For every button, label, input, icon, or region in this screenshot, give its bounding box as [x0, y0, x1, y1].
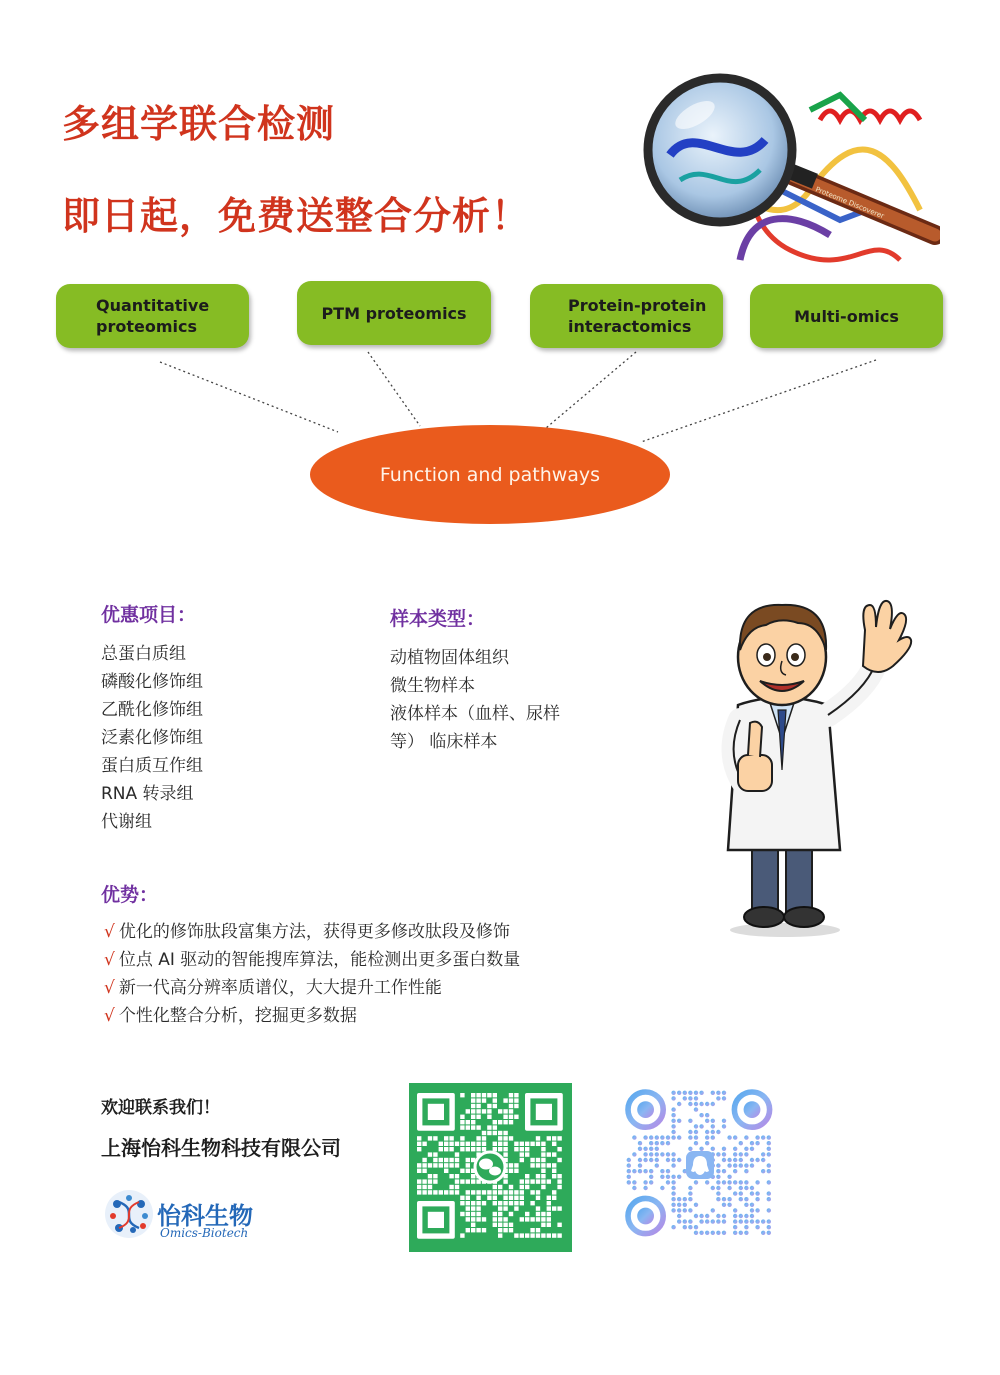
- category-3-line-1: Protein-protein: [568, 296, 707, 315]
- headline-line-1: 多组学联合检测: [62, 102, 336, 146]
- company-logo-icon: [103, 1188, 155, 1240]
- headline-line-2: 即日起，免费送整合分析！: [62, 194, 531, 238]
- offer-item: 蛋白质互作组: [101, 756, 203, 776]
- wechat-icon: [475, 1152, 505, 1182]
- offers-heading: 优惠项目：: [101, 604, 197, 626]
- samples-heading: 样本类型：: [390, 608, 486, 630]
- qq-icon: [686, 1151, 714, 1179]
- company-name: 上海怡科生物科技有限公司: [101, 1136, 341, 1160]
- category-1-line-1: Quantitative: [96, 296, 210, 315]
- connector-line-2: [368, 352, 420, 426]
- category-quantitative-proteomics: [56, 284, 249, 348]
- samples-list: [390, 644, 560, 756]
- check-mark-icon: √: [104, 1006, 115, 1026]
- offer-item: RNA 转录组: [101, 784, 194, 804]
- category-2-label: PTM proteomics: [321, 303, 467, 323]
- check-mark-icon: √: [104, 950, 115, 970]
- logo-chinese-name: 怡科生物: [157, 1202, 253, 1230]
- offer-item: 泛素化修饰组: [101, 728, 203, 748]
- category-3-line-2: interactomics: [568, 317, 692, 336]
- advantage-item: [104, 974, 520, 1002]
- advantages-list: [104, 918, 520, 1030]
- function-pathways-label: Function and pathways: [379, 463, 601, 486]
- offer-item: 总蛋白质组: [101, 644, 186, 664]
- qq-qr-code[interactable]: [620, 1084, 780, 1246]
- category-1-line-2: proteomics: [96, 317, 197, 336]
- offer-item: 乙酰化修饰组: [101, 700, 203, 720]
- contact-welcome: 欢迎联系我们！: [101, 1098, 220, 1118]
- connector-line-3: [546, 352, 636, 428]
- sample-line: 微生物样本: [390, 676, 475, 696]
- offer-item: 磷酸化修饰组: [101, 672, 203, 692]
- sample-line: 动植物固体组织: [390, 648, 509, 668]
- offers-list: [101, 640, 203, 836]
- advantage-item: [104, 1002, 520, 1030]
- advantage-text: 优化的修饰肽段富集方法，获得更多修改肽段及修饰: [118, 922, 510, 942]
- advantage-text: 个性化整合分析，挖掘更多数据: [118, 1006, 357, 1026]
- advantages-heading-text: 优势：: [101, 884, 159, 906]
- offer-item: 代谢组: [101, 812, 152, 832]
- category-multi-omics: [750, 284, 943, 348]
- category-4-label: Multi-omics: [794, 306, 899, 326]
- advantage-text: 新一代高分辨率质谱仪，大大提升工作性能: [118, 978, 442, 998]
- advantage-item: [104, 946, 520, 974]
- connector-line-1: [160, 362, 338, 432]
- connector-line-4: [641, 360, 876, 442]
- sample-line: 液体样本（血样、尿样: [390, 704, 560, 724]
- category-ptm-proteomics: [297, 281, 491, 345]
- advantage-item: [104, 918, 520, 946]
- function-pathways-ellipse: [310, 425, 670, 524]
- wechat-qr-code[interactable]: [409, 1083, 572, 1252]
- scientist-cartoon: [700, 595, 930, 940]
- category-protein-protein-interactomics: [530, 284, 723, 348]
- logo-english-name: Omics-Biotech: [160, 1226, 249, 1240]
- advantages-heading: [101, 880, 158, 907]
- check-mark-icon: √: [104, 922, 115, 942]
- sample-line: 等） 临床样本: [390, 732, 498, 752]
- magnifier-label: Proteome Discoverer: [814, 185, 886, 221]
- advantage-text: 位点 AI 驱动的智能搜库算法，能检测出更多蛋白数量: [118, 950, 521, 970]
- check-mark-icon: √: [104, 978, 115, 998]
